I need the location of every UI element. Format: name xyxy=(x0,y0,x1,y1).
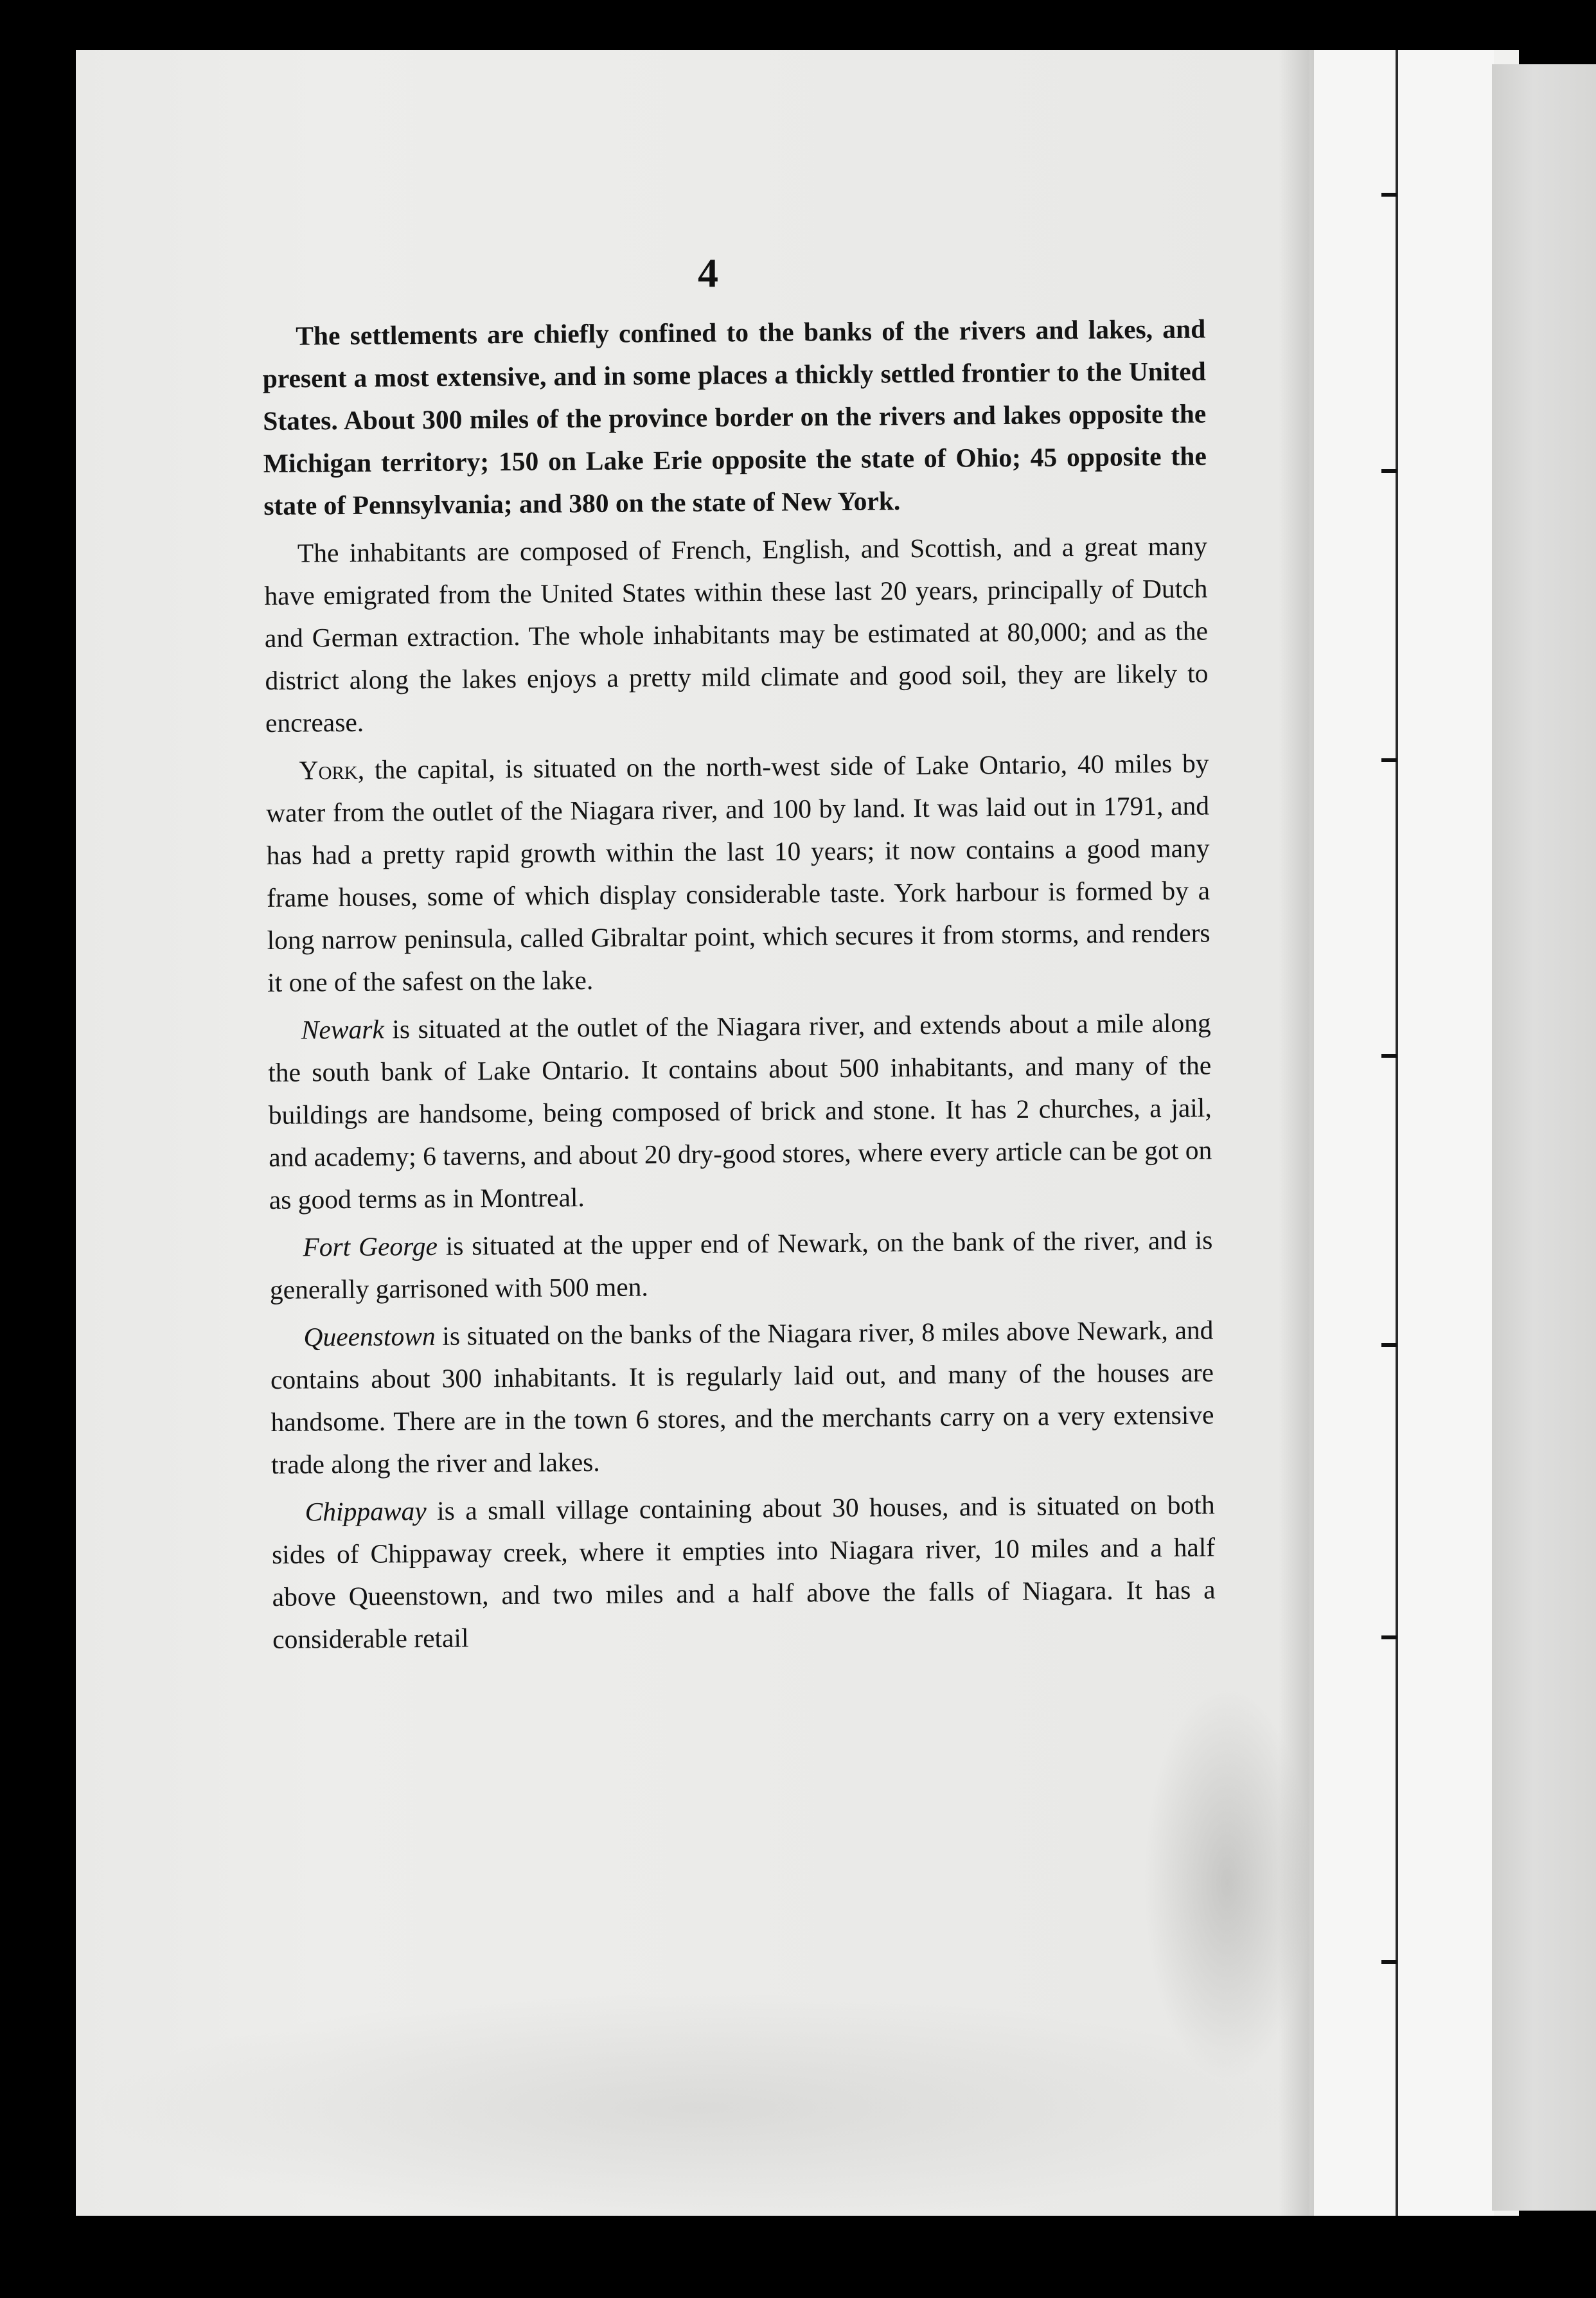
paragraph-text: is a small village containing about 30 houses, and is situated on both sides of Chippaway creek, where it empties into Niagara river, 10 miles and a half above Queenstown, and two miles and a half above the falls of Niagara. It has a considerable retail xyxy=(271,1490,1216,1654)
binding-tick xyxy=(1381,1635,1397,1639)
paragraph-inhabitants xyxy=(264,524,1209,744)
place-name-newark: Newark xyxy=(301,1014,385,1045)
paragraph-text: is situated at the upper end of Newark, on the bank of the river, and is generally garrisoned with 500 men. xyxy=(269,1225,1213,1305)
paragraph-text: The inhabitants are composed of French, English, and Scottish, and a great many have emigrated from the United States within these last 20 years, principally of Dutch and German extraction. The whole inhabitants may be estimated at 80,000; and as the district along the lakes enjoys a pretty mild climate and good soil, they are likely to encrease. xyxy=(264,531,1209,738)
paragraph-york xyxy=(265,742,1210,1004)
gutter xyxy=(1314,50,1494,2216)
place-name-york: York xyxy=(299,754,358,785)
paragraph-text: is situated on the banks of the Niagara river, 8 miles above Newark, and contains about 300 inhabitants. It is regularly laid out, and many of the houses are handsome. There are in the town 6 stores, and the merchants carry on a very extensive trade along the river and lakes. xyxy=(270,1315,1214,1479)
place-name-chippaway: Chippaway xyxy=(305,1496,427,1527)
gutter-line xyxy=(1396,50,1398,2216)
binding-tick xyxy=(1381,1960,1397,1964)
binding-tick xyxy=(1381,1343,1397,1347)
paragraph-newark xyxy=(267,1001,1212,1221)
paragraph-text: is situated at the outlet of the Niagara river, and extends about a mile along the south bank of Lake Ontario. It contains about 500 inhabitants, and many of the buildings are handsome, being composed of brick and stone. It has 2 churches, a jail, and academy; 6 taverns, and about 20 dry-good stores, where every article can be got on as good terms as in Montreal. xyxy=(268,1008,1212,1215)
paragraph-fort-george xyxy=(269,1218,1213,1311)
paragraph-text: , the capital, is situated on the north-west side of Lake Ontario, 40 miles by water from the outlet of the Niagara river, and 100 by land. It was laid out in 1791, and has had a pretty rapid growth within the last 10 years; it now contains a good many frame houses, some of which display considerable taste. York harbour is formed by a long narrow peninsula, called Gibraltar point, which secures it from storms, and renders it one of the safest on the lake. xyxy=(265,748,1210,997)
paragraph-chippaway xyxy=(271,1483,1216,1661)
page-stain xyxy=(90,1992,1311,2223)
paragraph-text: The settlements are chiefly confined to the banks of the rivers and lakes, and present a most extensive, and in some places a thickly settled frontier to the United States. About 300 miles of the province border on the rivers and lakes opposite the Michigan territory; 150 on Lake Erie opposite the state of Ohio; 45 opposite the state of Pennsylvania; and 380 on the state of New York. xyxy=(262,314,1207,521)
paragraph-settlements xyxy=(262,307,1207,527)
binding-tick xyxy=(1381,1054,1397,1058)
adjacent-page-edge xyxy=(1492,64,1596,2211)
binding-tick xyxy=(1381,193,1397,197)
place-name-queenstown: Queenstown xyxy=(303,1321,436,1352)
place-name-fort-george: Fort George xyxy=(303,1231,438,1262)
body-text xyxy=(262,307,1216,1665)
binding-tick xyxy=(1381,469,1397,473)
binding-tick xyxy=(1381,758,1397,762)
paragraph-queenstown xyxy=(270,1308,1214,1486)
page-number: 4 xyxy=(698,250,718,296)
